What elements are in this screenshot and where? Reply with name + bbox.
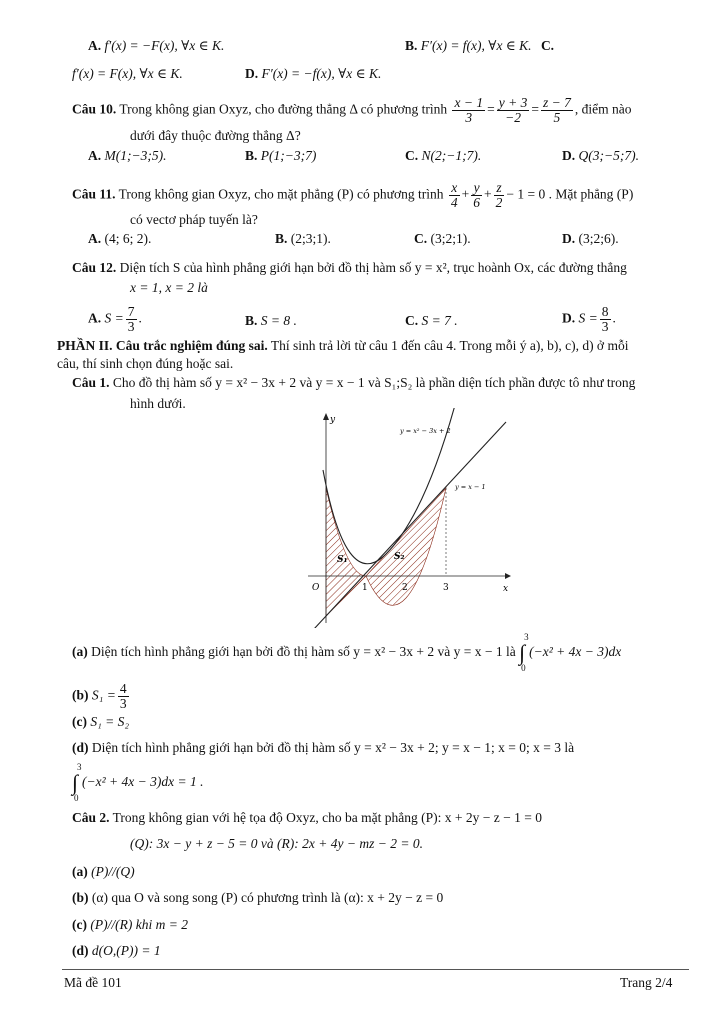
q10-option-c: C. N(2;−1;7). [405,148,482,163]
question-text: dưới đây thuộc đường thẳng Δ? [130,128,301,143]
question-text: có vectơ pháp tuyến là? [130,212,258,227]
option-text: F′(x) = −f(x), ∀x ∈ K. [261,66,382,81]
question-text: − 1 = 0 . Mặt phẳng (P) [506,186,634,202]
tick-label-2: 2 [402,583,408,593]
p2q2-item-a: (a) (P)//(Q) [72,864,135,879]
question-text: Diện tích S của hình phẳng giới hạn bởi đồ thị hàm số y = x², trục hoành Ox, các đường thẳng [119,260,627,275]
p2q1-stem [72,375,635,391]
footer-exam-code: Mã đề 101 [64,975,122,990]
question-text: x = 1, x = 2 là [130,280,208,295]
p2q1-item-c: (c) S₁ = S₂ [72,714,130,729]
q12-stem-cont [130,280,208,296]
fraction: $\frac{x}{4}$ [450,180,458,210]
label-origin: O [312,583,320,593]
footer-divider [62,969,689,970]
integral-sign: ∫ 3 0 [72,762,82,803]
p2q1-item-b: (b) S₁ = $\frac{4}{3}$ [72,681,127,711]
tick-label-1: 1 [362,583,368,593]
option-text: f′(x) = F(x), ∀x ∈ K. [72,66,183,81]
label-s2: S₂ [394,552,405,562]
question-text: hình dưới. [130,396,186,411]
fraction: $\frac{4}{3}$ [119,681,127,711]
q11-stem-cont [130,212,258,228]
question-text: Trong không gian Oxyz, cho đường thẳng Δ có phương trình [119,101,448,117]
part2-instruction: câu, thí sinh chọn đúng hoặc sai. [57,356,234,371]
p2q1-item-d: (d) Diện tích hình phẳng giới hạn bởi đồ thị hàm số y = x² − 3x + 2; y = x − 1; x = 0; x = 3 là [72,740,575,755]
option-label: C. [540,38,555,53]
fraction: $\frac{x - 1}{3}$ [454,95,484,125]
integral-sign: ∫ 3 0 [519,632,529,673]
function-graph [300,408,525,628]
q11-option-a: A. (4; 6; 2). [88,231,152,246]
p2q2-item-d: (d) d(O,(P)) = 1 [72,943,161,958]
p2q1-item-a: (a) Diện tích hình phẳng giới hạn bởi đồ thị hàm số y = x² − 3x + 2 và y = x − 1 là ∫ 3 0 (−x² + 4x − 3)dx [72,632,622,673]
q11-option-c: C. (3;2;1). [414,231,471,246]
p2q2-item-b: (b) (α) qua O và song song (P) có phương trình là (α): x + 2y − z = 0 [72,890,444,905]
x-axis-arrow [505,573,511,579]
question-label: Câu 1. [72,375,110,390]
question-text: Trong không gian Oxyz, cho mặt phẳng (P) có phương trình [118,186,444,202]
q9-option-d [245,66,381,82]
p2q2-item-c: (c) (P)//(R) khi m = 2 [72,917,188,932]
region-s1 [326,488,366,616]
footer-page-number: Trang 2/4 [620,975,673,990]
q10-option-d: D. Q(3;−5;7). [562,148,639,163]
q10-stem: Câu 10. Trong không gian Oxyz, cho đường thẳng Δ có phương trình $\frac{x - 1}{3}$ = $\frac{y + 3}{-2}$ = $\frac{z - 7}{5}$ , điểm nào [72,95,632,125]
q12-option-b: B. S = 8 . [245,313,297,328]
q9-option-a [88,38,224,54]
question-text: (Q): 3x − y + z − 5 = 0 và (R): 2x + 4y − mz − 2 = 0. [130,836,423,851]
q11-stem: Câu 11. Trong không gian Oxyz, cho mặt phẳng (P) có phương trình $\frac{x}{4}$ + $\frac{y}{6}$ + $\frac{z}{2}$ − 1 = 0 . Mặt phẳng (P) [72,180,634,210]
label-x-axis: x [503,584,509,594]
fraction: $\frac{8}{3}$ [601,304,609,334]
q10-option-a: A. M(1;−3;5). [88,148,167,163]
q10-stem-cont [130,128,301,144]
option-text: f′(x) = −F(x), ∀x ∈ K. [104,38,225,53]
q12-option-a: A. S = $\frac{7}{3}$ . [88,304,142,334]
p2q2-stem-cont [130,836,423,852]
question-label: Câu 12. [72,260,117,275]
q9-option-c [72,66,183,82]
fraction: $\frac{z - 7}{5}$ [542,95,571,125]
fraction: $\frac{y + 3}{-2}$ [498,95,528,125]
question-text: Trong không gian với hệ tọa độ Oxyz, cho ba mặt phẳng (P): x + 2y − z − 1 = 0 [112,810,542,825]
q11-option-d: D. (3;2;6). [562,231,619,246]
q10-option-b: B. P(1;−3;7) [245,148,317,163]
y-axis-arrow [323,413,329,420]
option-text: F′(x) = f(x), ∀x ∈ K. [420,38,532,53]
fraction: $\frac{7}{3}$ [127,304,135,334]
question-label: Câu 2. [72,810,110,825]
option-label: B. [405,38,418,53]
label-line: y = x − 1 [455,483,486,491]
option-label: A. [88,38,102,53]
question-label: Câu 11. [72,186,116,202]
option-label: D. [245,66,259,81]
question-label: Câu 10. [72,101,117,117]
fraction: $\frac{y}{6}$ [473,180,480,210]
label-y-axis: y [330,415,336,425]
fraction: $\frac{z}{2}$ [495,180,503,210]
q9-option-b [405,38,554,54]
tick-label-3: 3 [443,583,449,593]
p2q2-stem [72,810,542,826]
question-text: , điểm nào [574,101,632,117]
q12-stem [72,260,627,276]
question-text: Cho đồ thị hàm số y = x² − 3x + 2 và y = x − 1 và S₁;S₂ là phần diện tích phần được tô như trong [112,375,636,390]
p2q1-stem-cont [130,396,186,412]
q12-option-d: D. S = $\frac{8}{3}$ . [562,304,616,334]
part2-heading: PHẦN II. Câu trắc nghiệm đúng sai. Thí sinh trả lời từ câu 1 đến câu 4. Trong mỗi ý a), b), c), d) ở mỗi [57,338,629,353]
q11-option-b: B. (2;3;1). [275,231,331,246]
label-parabola: y = x² − 3x + 2 [400,427,451,435]
p2q1-item-d-integral: ∫ 3 0 (−x² + 4x − 3)dx = 1 . [72,762,204,803]
q12-option-c: C. S = 7 . [405,313,458,328]
label-s1: S₁ [337,555,348,565]
